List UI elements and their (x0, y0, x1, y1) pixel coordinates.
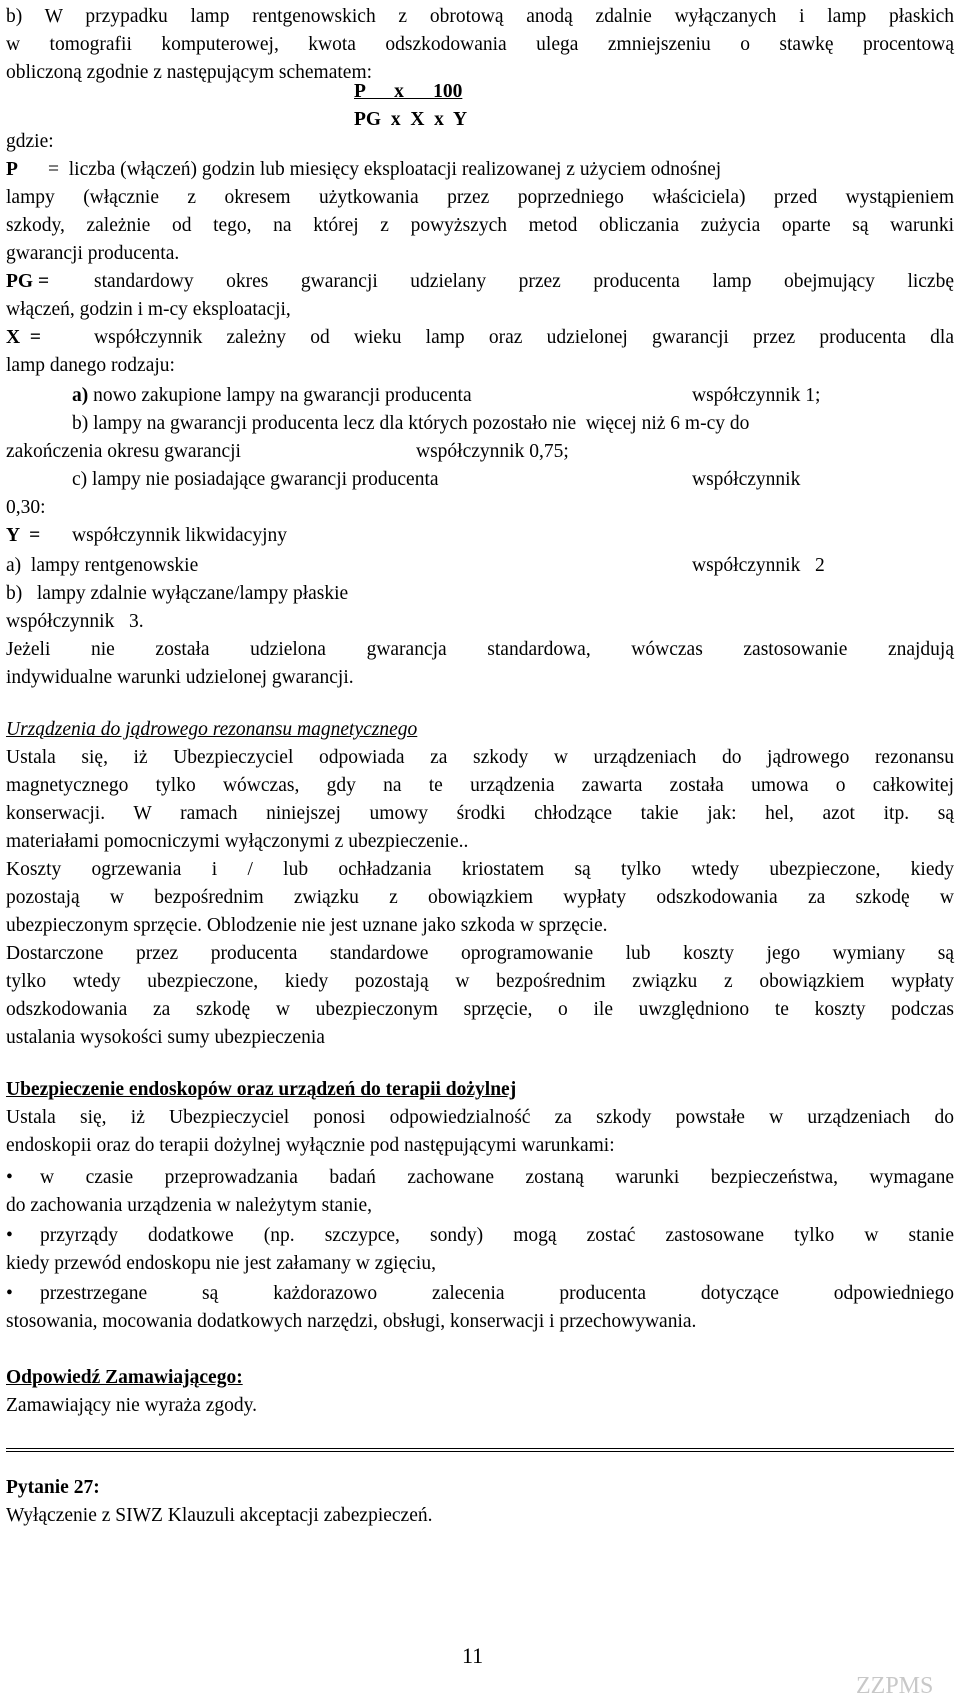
text-line: obliczoną zgodnie z następującym schematem: (6, 62, 373, 83)
bullet-icon: • (6, 1225, 13, 1246)
answer-heading: Odpowiedź Zamawiającego: (6, 1367, 243, 1388)
section-heading-endoscopy: Ubezpieczenie endoskopów oraz urządzeń do terapii dożylnej (6, 1079, 517, 1100)
where-label: gdzie: (6, 131, 54, 152)
text-line: konserwacji. W ramach niniejszej umowy środki chłodzące takie jak: hel, azot itp. są (6, 803, 954, 824)
text-line: lampy (włącznie z okresem użytkowania przez poprzedniego właściciela) przed wystąpieniem (6, 187, 954, 208)
bullet-icon: • (6, 1167, 13, 1188)
bullet-item: w czasie przeprowadzania badań zachowane zostaną warunki bezpieczeństwa, wymagane (40, 1167, 954, 1188)
list-item-a (72, 382, 472, 410)
text-line: Jeżeli nie została udzielona gwarancja standardowa, wówczas zastosowanie znajdują (6, 639, 954, 660)
coefficient: współczynnik (692, 469, 801, 490)
text-line: magnetycznego tylko wówczas, gdy na te urządzenia zawarta została umowa o całkowitej (6, 775, 954, 796)
text-line: współczynnik zależny od wieku lamp oraz udzielonej gwarancji przez producenta dla (94, 327, 954, 348)
list-item-b: b) lampy na gwarancji producenta lecz dla których pozostało nie więcej niż 6 m-cy do (72, 413, 750, 434)
text-line: indywidualne warunki udzielonej gwarancji. (6, 667, 354, 688)
bullet-item: przyrządy dodatkowe (np. szczypce, sondy) mogą zostać zastosowane tylko w stanie (40, 1225, 954, 1246)
bullet-icon: • (6, 1283, 13, 1304)
formula-denominator: PG x X x Y (354, 109, 468, 130)
coefficient: współczynnik 2 (692, 555, 825, 576)
formula-numerator: P x 100 (354, 81, 463, 102)
section-heading-mri: Urządzenia do jądrowego rezonansu magnetycznego (6, 719, 418, 740)
coefficient: współczynnik 1; (692, 385, 821, 406)
text-line: w tomografii komputerowej, kwota odszkodowania ulega zmniejszeniu o stawkę procentową (6, 34, 954, 55)
text-line: = liczba (włączeń) godzin lub miesięcy eksploatacji realizowanej z użyciem odnośnej (48, 159, 722, 180)
bullet-item: przestrzegane są każdorazowo zalecenia producenta dotyczące odpowiedniego (40, 1283, 954, 1304)
text-line: stosowania, mocowania dodatkowych narzędzi, obsługi, konserwacji i przechowywania. (6, 1311, 697, 1332)
text-line: szkody, zależnie od tego, na której z powyższych metod obliczania zużycia oparte są warunki (6, 215, 954, 236)
question-text: Wyłączenie z SIWZ Klauzuli akceptacji zabezpieczeń. (6, 1505, 433, 1526)
text-line: włączeń, godzin i m-cy eksploatacji, (6, 299, 291, 320)
symbol-x: X = (6, 327, 41, 348)
text-line: gwarancji producenta. (6, 243, 180, 264)
list-label: a) (72, 385, 89, 406)
text-line: tylko wtedy ubezpieczone, kiedy pozostają w bezpośrednim związku z obowiązkiem wypłaty (6, 971, 954, 992)
answer-text: Zamawiający nie wyraża zgody. (6, 1395, 258, 1416)
text-line: zakończenia okresu gwarancji (6, 441, 241, 462)
text-line: endoskopii oraz do terapii dożylnej wyłącznie pod następującymi warunkami: (6, 1135, 615, 1156)
list-item-c: c) lampy nie posiadające gwarancji producenta (72, 469, 439, 490)
watermark: ZZPMS (856, 1673, 934, 1699)
text-line: ustalania wysokości sumy ubezpieczenia (6, 1027, 325, 1048)
text-line: pozostają w bezpośrednim związku z obowiązkiem wypłaty odszkodowania za szkodę w (6, 887, 954, 908)
section-divider (6, 1448, 954, 1452)
page-number: 11 (462, 1643, 484, 1668)
symbol-y: Y = (6, 525, 41, 546)
text-line: lamp danego rodzaju: (6, 355, 175, 376)
text-line: Ustala się, iż Ubezpieczyciel odpowiada za szkody w urządzeniach do jądrowego rezonansu (6, 747, 954, 768)
symbol-pg: PG = (6, 271, 50, 292)
text-line: ubezpieczonym sprzęcie. Oblodzenie nie jest uznane jako szkoda w sprzęcie. (6, 915, 608, 936)
coefficient: współczynnik 0,75; (416, 441, 569, 462)
list-item-ya: a) lampy rentgenowskie (6, 555, 199, 576)
text-line: współczynnik likwidacyjny (72, 525, 288, 546)
symbol-p: P (6, 159, 18, 180)
text-line: Dostarczone przez producenta standardowe oprogramowanie lub koszty jego wymiany są (6, 943, 954, 964)
text-line: materiałami pomocniczymi wyłączonymi z ubezpieczenie.. (6, 831, 469, 852)
text-line: Koszty ogrzewania i / lub ochładzania kriostatem są tylko wtedy ubezpieczone, kiedy (6, 859, 954, 880)
list-text: nowo zakupione lampy na gwarancji producenta (88, 385, 472, 406)
text-line: odszkodowania za szkodę w ubezpieczonym sprzęcie, o ile uwzględniono te koszty podczas (6, 999, 954, 1020)
text-line: b) W przypadku lamp rentgenowskich z obrotową anodą zdalnie wyłączanych i lamp płaskich (6, 6, 954, 27)
text-line: Ustala się, iż Ubezpieczyciel ponosi odpowiedzialność za szkody powstałe w urządzeniach do (6, 1107, 954, 1128)
text-line: standardowy okres gwarancji udzielany przez producenta lamp obejmujący liczbę (94, 271, 954, 292)
text-line: do zachowania urządzenia w należytym stanie, (6, 1195, 372, 1216)
coefficient: współczynnik 3. (6, 611, 144, 632)
text-line: kiedy przewód endoskopu nie jest załamany w zgięciu, (6, 1253, 436, 1274)
text-line: 0,30: (6, 497, 46, 518)
list-item-yb: b) lampy zdalnie wyłączane/lampy płaskie (6, 583, 349, 604)
question-heading: Pytanie 27: (6, 1477, 100, 1498)
